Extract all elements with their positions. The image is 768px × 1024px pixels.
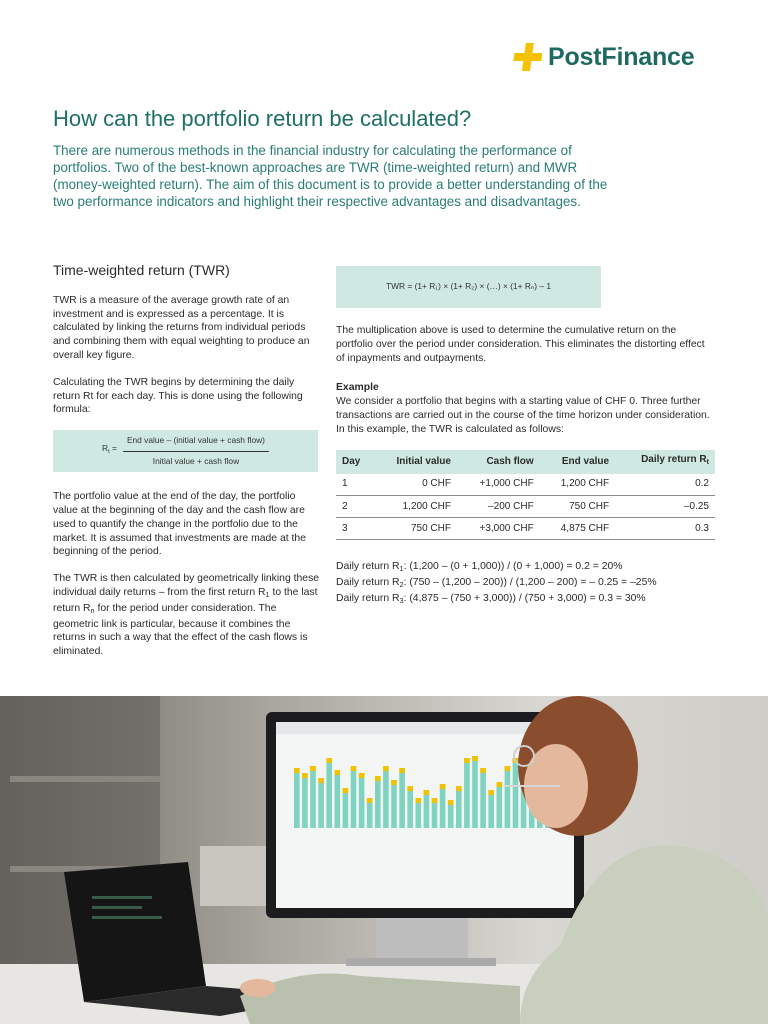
paragraph: The TWR is then calculated by geometrically linking these individual daily returns – from the first return $R_1$ to the last return $R_n$ for the period under consideration. The geometric link is particular, because it combines the returns in such a way that the effect of the cash flows is eliminated. (53, 573, 320, 658)
left-column (53, 264, 321, 672)
screen-bar-cap (472, 756, 478, 761)
screen-bar (302, 773, 308, 828)
example-heading: Example (336, 382, 379, 394)
screen-bar-cap (383, 766, 389, 771)
screen-bar (326, 758, 332, 828)
screen-bar (359, 773, 365, 828)
col-header: End value (561, 455, 610, 467)
col-header: Daily return $R_t$ (641, 454, 709, 467)
cell-initial: 750 CHF (374, 518, 457, 540)
screen-bar-cap (416, 798, 422, 803)
cell-initial: 0 CHF (374, 474, 457, 496)
screen-bar (424, 790, 430, 828)
page-title: How can the portfolio return be calculated? (53, 106, 472, 131)
screen-bar (407, 786, 413, 828)
col-header: Initial value (396, 455, 451, 467)
col-header: Day (342, 455, 361, 467)
formula-denominator: Initial value + cash flow (152, 455, 240, 466)
cell-cashflow: +3,000 CHF (457, 518, 540, 540)
right-column (336, 266, 716, 608)
calc-line: Daily return $R_3$: (4,875 – (750 + 3,000)) / (750 + 3,000) = 0.3 = 30% (336, 593, 646, 606)
paragraph: Calculating the TWR begins by determining the daily return Rt for each day. This is done using the following formula: (53, 376, 303, 416)
screen-bar-cap (335, 770, 341, 775)
screen-bar-cap (294, 768, 300, 773)
screen-bar-cap (440, 784, 446, 789)
intro-paragraph: There are numerous methods in the financial industry for calculating the performance of portfolios. Two of the best-known approaches are TWR (time-weighted return) and MWR (money-weighted return). The aim of this document is to provide a better understanding of the two performance indicators and highlight their respective advantages and disadvantages. (53, 143, 608, 209)
screen-bar-cap (399, 768, 405, 773)
screen-bar (335, 770, 341, 828)
paragraph: The multiplication above is used to determine the cumulative return on the portfolio over the period under consideration. This eliminates the distorting effect of inpayments and outpayments. (336, 325, 705, 364)
postfinance-cross-icon (512, 42, 542, 72)
screen-bar-cap (375, 776, 381, 781)
cell-return: –0.25 (615, 496, 715, 518)
screen-bar (375, 776, 381, 828)
screen-bar-cap (310, 766, 316, 771)
screen-bar (488, 790, 494, 828)
transaction-table (336, 450, 715, 541)
screen-bar (318, 778, 324, 828)
screen-bar (497, 782, 503, 828)
screen-bar (383, 766, 389, 828)
office-photo (0, 696, 768, 1024)
screen-bar-cap (497, 782, 503, 787)
calc-line: Daily return $R_2$: (750 – (1,200 – 200)) / (1,200 – 200) = – 0.25 = –25% (336, 577, 657, 590)
cell-day: 3 (336, 518, 374, 540)
col-header: Cash flow (486, 455, 534, 467)
screen-bar (351, 766, 357, 828)
paragraph: The portfolio value at the end of the day, the portfolio value at the beginning of the day and the cash flow are used to quantify the change in the portfolio due to the market. It is assumed that investments are made at the beginning of the period. (53, 491, 306, 558)
screen-bar-cap (456, 786, 462, 791)
screen-bar (399, 768, 405, 828)
cell-day: 1 (336, 474, 374, 496)
screen-bar (391, 780, 397, 828)
screen-bar-cap (505, 766, 511, 771)
table-header-row (336, 450, 715, 474)
table-row (336, 474, 715, 496)
cell-cashflow: –200 CHF (457, 496, 540, 518)
formula-fraction (123, 434, 269, 469)
daily-return-formula (53, 430, 318, 472)
brand-logo (512, 42, 694, 72)
table-row (336, 518, 715, 540)
screen-bar (505, 766, 511, 828)
screen-bar-cap (343, 788, 349, 793)
screen-bar (513, 758, 519, 828)
brand-name: PostFinance (548, 42, 695, 71)
cell-day: 2 (336, 496, 374, 518)
screen-bar-cap (407, 786, 413, 791)
screen-bar (343, 788, 349, 828)
cell-return: 0.3 (615, 518, 715, 540)
paragraph: TWR is a measure of the average growth rate of an investment and is expressed as a percentage. It is calculated by linking the returns from individual periods and combining them with equal weighting to produce an overall key figure. (53, 294, 310, 361)
screen-bar (310, 766, 316, 828)
screen-bar-cap (448, 800, 454, 805)
cell-end: 1,200 CHF (540, 474, 615, 496)
screen-bar (480, 768, 486, 828)
section-title: Time-weighted return (TWR) (53, 262, 230, 278)
example-paragraph: We consider a portfolio that begins with a starting value of CHF 0. Three further transactions are carried out in the course of the time horizon under consideration. In this example, the TWR is calculated as follows: (336, 396, 710, 435)
cell-end: 750 CHF (540, 496, 615, 518)
screen-bar-cap (488, 790, 494, 795)
cell-end: 4,875 CHF (540, 518, 615, 540)
cell-return: 0.2 (615, 474, 715, 496)
twr-formula: TWR = (1+ R₁) × (1+ R₂) × (…) × (1+ Rₙ) – 1 (336, 266, 601, 308)
cell-initial: 1,200 CHF (374, 496, 457, 518)
screen-bar (472, 756, 478, 828)
screen-bar-cap (359, 773, 365, 778)
screen-bar-cap (367, 798, 373, 803)
screen-bar (294, 768, 300, 828)
photo-illustration (0, 696, 768, 1024)
screen-bar-cap (318, 778, 324, 783)
screen-bar-cap (464, 758, 470, 763)
screen-bar-cap (351, 766, 357, 771)
screen-bar (440, 784, 446, 828)
screen-bar (464, 758, 470, 828)
screen-bar (456, 786, 462, 828)
formula-numerator: End value – (initial value + cash flow) (123, 434, 269, 452)
screen-bar-cap (480, 768, 486, 773)
table-row (336, 496, 715, 518)
screen-bar-cap (302, 773, 308, 778)
daily-return-calculations (336, 560, 716, 608)
screen-bar-cap (432, 798, 438, 803)
cell-cashflow: +1,000 CHF (457, 474, 540, 496)
screen-bar-cap (424, 790, 430, 795)
screen-bar-cap (391, 780, 397, 785)
formula-lhs: $R_t$ = (102, 443, 117, 456)
screen-bar-cap (326, 758, 332, 763)
calc-line: Daily return $R_1$: (1,200 – (0 + 1,000)) / (0 + 1,000) = 0.2 = 20% (336, 561, 623, 574)
